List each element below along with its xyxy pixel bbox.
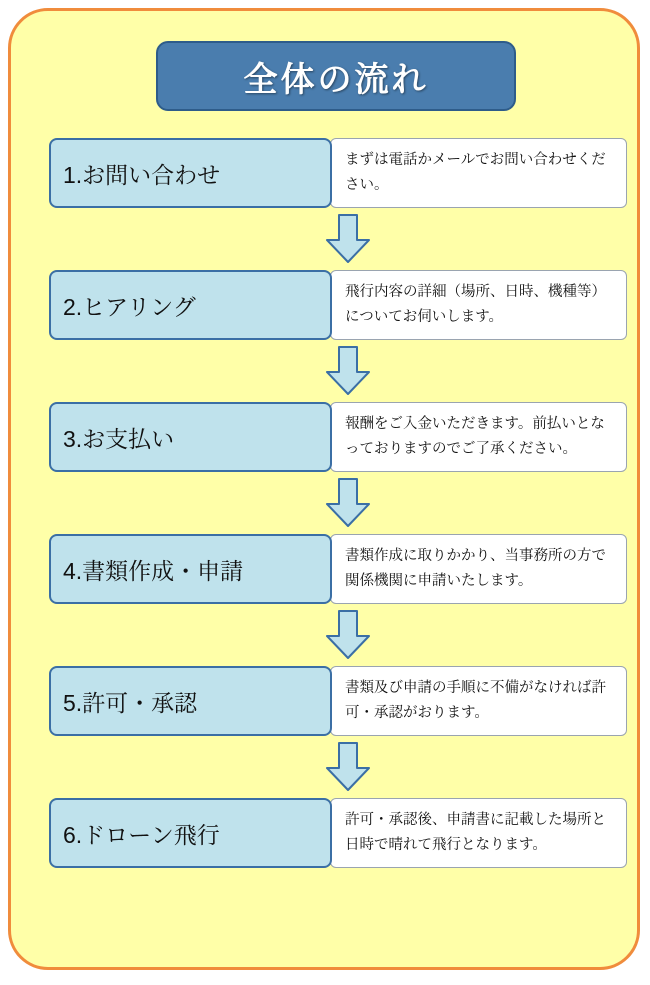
arrow-connector-5 bbox=[49, 736, 627, 798]
step-label-6: 6.ドローン飛行 bbox=[49, 798, 332, 868]
arrow-down-icon bbox=[325, 214, 371, 264]
arrow-connector-4 bbox=[49, 604, 627, 666]
step-label-5: 5.許可・承認 bbox=[49, 666, 332, 736]
step-label-2: 2.ヒアリング bbox=[49, 270, 332, 340]
step-description-4: 書類作成に取りかかり、当事務所の方で関係機関に申請いたします。 bbox=[330, 534, 627, 604]
arrow-down-icon bbox=[325, 346, 371, 396]
arrow-connector-3 bbox=[49, 472, 627, 534]
arrow-down-icon bbox=[325, 610, 371, 660]
page-title: 全体の流れ bbox=[243, 60, 429, 99]
step-description-2: 飛行内容の詳細（場所、日時、機種等）についてお伺いします。 bbox=[330, 270, 627, 340]
diagram-panel bbox=[8, 8, 640, 970]
step-row bbox=[49, 534, 627, 604]
step-description-3: 報酬をご入金いただきます。前払いとなっておりますのでご了承ください。 bbox=[330, 402, 627, 472]
arrow-down-icon bbox=[325, 742, 371, 792]
step-row bbox=[49, 666, 627, 736]
arrow-connector-1 bbox=[49, 208, 627, 270]
step-row bbox=[49, 270, 627, 340]
diagram-title-banner bbox=[156, 41, 516, 111]
step-description-5: 書類及び申請の手順に不備がなければ許可・承認がおります。 bbox=[330, 666, 627, 736]
step-row bbox=[49, 798, 627, 868]
step-label-3: 3.お支払い bbox=[49, 402, 332, 472]
step-row bbox=[49, 138, 627, 208]
step-list bbox=[49, 138, 627, 868]
step-label-1: 1.お問い合わせ bbox=[49, 138, 332, 208]
arrow-connector-2 bbox=[49, 340, 627, 402]
arrow-down-icon bbox=[325, 478, 371, 528]
step-row bbox=[49, 402, 627, 472]
step-label-4: 4.書類作成・申請 bbox=[49, 534, 332, 604]
step-description-6: 許可・承認後、申請書に記載した場所と日時で晴れて飛行となります。 bbox=[330, 798, 627, 868]
step-description-1: まずは電話かメールでお問い合わせください。 bbox=[330, 138, 627, 208]
